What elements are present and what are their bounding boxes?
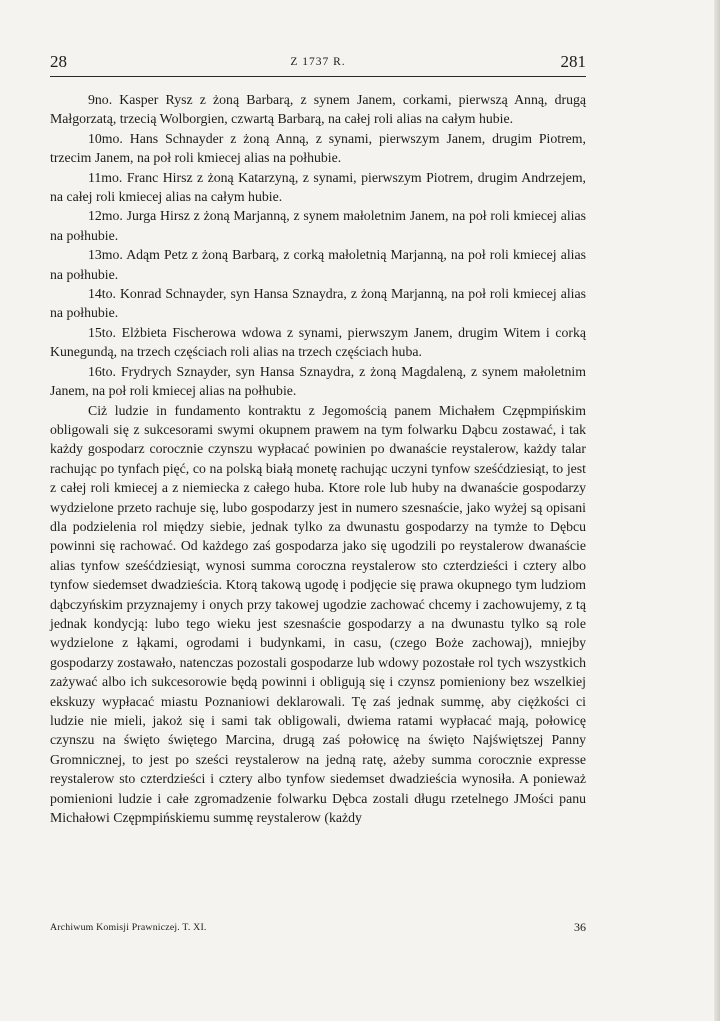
- contract-paragraph: Ciż ludzie in fundamento kontraktu z Jegomością panem Michałem Czępmpińskim obligowali się z sukcesorami swymi okupnem prawem na tym folwarku Dąbcu zostawać, i tak każdy gospodarz corocznie czynszu wypłacać powinien po dwanaście reystalerow, każdy talar rachując po tynfach pięć, co na polską białą monetę rachując uczyni tynfow sześćdziesiąt, to jest z całej roli kmiecej a z niemiecka z całego huba. Ktore role lub huby na dwanaście gospodarzy wydzielone przeto rachuje się, lubo gospodarzy jest in numero szesnaście, jako wyżej są opisani dla podzielenia rol między siebie, jednak tylko za dwunastu gospodarzy na tymże to Dębcu powinni się rachować. Od każdego zaś gospodarza jako się ugodzili po reystalerow dwanaście alias tynfow sześćdziesiąt, wynosi summa coroczna reystalerow sto czterdzieści i cztery albo tynfow siedemset dwadzieścia. Ktorą takową ugodę i podjęcie się prawa okupnego tym ludziom dąbczyńskim przyznajemy i onych przy takowej ugodzie zachować chcemy i zachowujemy, z tą jednak kondycją: lubo tego wieku jest szesnaście gospodarzy a na dwunastu tylko są role wydzielone z łąkami, ogrodami i budynkami, in casu, (czego Boże zachowaj), mniejby gospodarzy zostawało, natenczas pozostali gospodarze lub wdowy pozostałe rol tych wszystkich zażywać albo ich sukcesorowie będą powinni i obligują się i czynsz pomieniony bez wszelkiej ekskuzy wypłacać miastu Poznaniowi deklarowali. Tę zaś jednak summę, aby ciężkości ci ludzie nie mieli, jakoż się i sami tak obligowali, dwiema ratami wypłacać mają, połowicę czynszu na święto świętego Marcina, drugą zaś połowicę na święto Najświętszej Panny Gromnicznej, to jest po sześci reystalerow na jedną ratę, ażeby summa corocznie expresse reystalerow sto czterdzieści i cztery albo tynfow siedemset dwadzieścia wynosiła. A ponieważ pomienioni ludzie i całe zgromadzenie folwarku Dębca zostali długu rzetelnego JMości panu Michałowi Czępmpińskiemu summę reystalerow (każdy: [50, 402, 586, 826]
- running-head: [50, 50, 586, 76]
- page-number-right: 281: [560, 52, 586, 71]
- header-rule: [50, 76, 586, 77]
- entry-paragraph: 14to. Konrad Schnayder, syn Hansa Sznaydra, z żoną Marjanną, na poł roli kmiecej alias na połhubie.: [50, 286, 586, 321]
- source-footnote: Archiwum Komisji Prawniczej. T. XI.: [50, 922, 207, 933]
- entry-paragraph: 16to. Frydrych Sznayder, syn Hansa Sznaydra, z żoną Magdaleną, z synem małoletnim Janem, na poł roli kmiecej alias na połhubie.: [50, 363, 586, 399]
- entry-paragraph: 13mo. Adąm Petz z żoną Barbarą, z corką małoletnią Marjanną, na poł roli kmiecej alias na połhubie.: [50, 247, 586, 282]
- running-title: Z 1737 R.: [290, 56, 346, 68]
- page-edge-shadow: [714, 0, 720, 1021]
- entry-paragraph: 9no. Kasper Rysz z żoną Barbarą, z synem Janem, corkami, pierwszą Anną, drugą Małgorzatą, trzecią Wolborgien, czwartą Barbarą, na całej roli alias na całym hubie.: [50, 92, 586, 127]
- entry-paragraph: 15to. Elżbieta Fischerowa wdowa z synami, pierwszym Janem, drugim Witem i corką Kunegundą, na trzech częściach roli alias na trzech częściach huba.: [50, 324, 586, 360]
- entry-paragraph: 10mo. Hans Schnayder z żoną Anną, z synami, pierwszym Janem, drugim Piotrem, trzecim Janem, na poł roli kmiecej alias na połhubie.: [50, 130, 586, 166]
- body-text: [50, 90, 586, 827]
- entry-paragraph: 11mo. Franc Hirsz z żoną Katarzyną, z synami, pierwszym Piotrem, drugim Andrzejem, na całej roli kmiecej alias na całym hubie.: [50, 169, 586, 205]
- page-number-left: 28: [50, 52, 67, 71]
- signature-mark: 36: [574, 920, 586, 934]
- entry-paragraph: 12mo. Jurga Hirsz z żoną Marjanną, z synem małoletnim Janem, na poł roli kmiecej alias na połhubie.: [50, 208, 586, 243]
- page-footer: [50, 920, 586, 938]
